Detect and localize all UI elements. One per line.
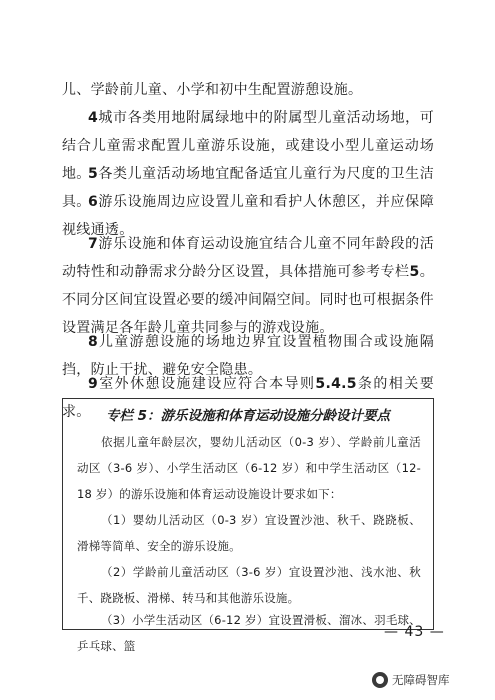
box-item-3: （3）小学生活动区（6-12 岁）宜设置滑板、溜冰、羽毛球、乒乓球、篮 [77,613,421,653]
paragraph-4-text: 城市各类用地附属绿地中的附属型儿童活动场地，可结合儿童需求配置儿童游乐设施，或建设小型儿童运动场地。 [62,110,434,182]
page-number: — 43 — [384,624,445,640]
paragraph-continuation [62,76,434,104]
paragraph-7-text-b: 。不同分区间宜设置必要的缓冲间隔空间。同时也可根据条件设置满足各年龄儿童共同参与的游戏设施。 [62,264,434,336]
paragraph-9-text-b: 条的相关要求。 [62,376,434,420]
section-reference-number: 5.4.5 [315,376,357,392]
paragraph-7 [62,230,434,342]
clause-number-5: 5 [88,166,99,182]
paragraph-5-text: 各类儿童活动场地宜配备适宜儿童行为尺度的卫生洁具。 [62,166,434,210]
wechat-logo-icon [372,672,388,688]
box-title: 专栏 5：游乐设施和体育运动设施分龄设计要点 [105,408,391,424]
paragraph-intro-text: 儿、学龄前儿童、小学和初中生配置游憩设施。 [62,82,363,98]
paragraph-6-text: 游乐设施周边应设置儿童和看护人休憩区，并应保障视线通透。 [62,194,434,238]
paragraph-8-text: 儿童游憩设施的场地边界宜设置植物围合或设施隔挡，防止干扰、避免安全隐患。 [62,334,434,378]
clause-number-9: 9 [88,376,99,392]
clause-number-6: 6 [88,194,99,210]
box-item-1: （1）婴幼儿活动区（0-3 岁）宜设置沙池、秋千、跷跷板、滑梯等简单、安全的游乐设施。 [77,513,421,553]
paragraph-7-text-a: 游乐设施和体育运动设施宜结合儿童不同年龄段的活动特性和动静需求分龄分区设置，具体措施可参考专栏 [62,236,434,280]
clause-number-4: 4 [88,110,99,126]
clause-number-7: 7 [88,236,99,252]
box-reference-number: 5 [409,264,420,280]
clause-number-8: 8 [88,334,99,350]
paragraph-9-text-a: 室外休憩设施建设应符合本导则 [98,376,316,392]
watermark-text: 无障碍智库 [392,673,450,687]
box-item-2: （2）学龄前儿童活动区（3-6 岁）宜设置沙池、浅水池、秋千、跷跷板、滑梯、转马和其他游乐设施。 [77,565,421,605]
box-intro: 依据儿童年龄层次，婴幼儿活动区（0-3 岁）、学龄前儿童活动区（3-6 岁）、小学生活动区（6-12 岁）和中学生活动区（12-18 岁）的游乐设施和体育运动设施设计要求如下： [77,435,421,501]
watermark [372,672,450,688]
